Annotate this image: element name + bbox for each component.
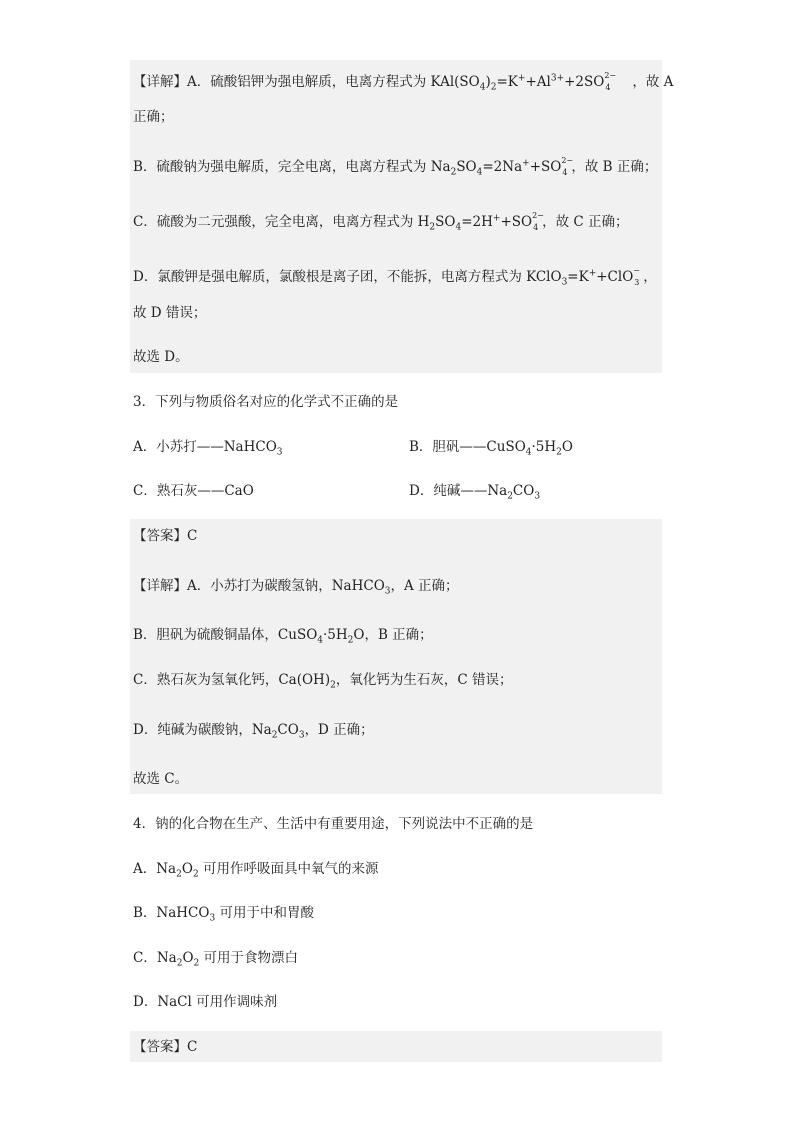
q3-explain-b: B．胆矾为硫酸铜晶体，$CuSO_4\cdot 5H_2O$，B 正确； — [133, 627, 433, 646]
q3-choose: 故选 C。 — [133, 771, 189, 787]
q3-option-c: C．熟石灰——CaO — [133, 483, 254, 499]
q2-explain-c: C．硫酸为二元强酸，完全电离，电离方程式为 $H_2SO_4=2H^++SO$ 2− 4 ，故 C 正确； — [133, 211, 629, 233]
q4-option-c: C．$Na_2O_2$ 可用于食物漂白 — [133, 950, 299, 969]
q2-explain-a-line1: 【详解】A．硫酸铝钾为强电解质，电离方程式为 $KAl(SO_4)_2=K^++Al^{3+}+2SO$ 2− 4 ，故 A — [133, 71, 674, 93]
q3-option-b: B．胆矾$——CuSO_4\cdot 5H_2O$ — [409, 439, 573, 458]
q2-explain-a-line2: 正确； — [133, 109, 174, 125]
q3-explanation-block — [130, 519, 662, 794]
q3-answer: 【答案】C — [133, 528, 198, 544]
q3-explain-a: 【详解】A．小苏打为碳酸氢钠，NaHCO$_3$，A 正确； — [133, 578, 459, 597]
q3-explain-d: D．纯碱为碳酸钠，$Na_2CO_3$，D 正确； — [133, 722, 374, 741]
q4-stem: 4．钠的化合物在生产、生活中有重要用途，下列说法中不正确的是 — [133, 816, 534, 832]
q2-explain-d-line1: D．氯酸钾是强电解质，氯酸根是离子团，不能拆，电离方程式为 KClO$_3$=K++ClO − 3 ， — [133, 266, 657, 288]
q4-option-b: B．NaHCO$_3$ 可用于中和胃酸 — [133, 905, 314, 924]
q3-stem: 3．下列与物质俗名对应的化学式不正确的是 — [133, 394, 399, 410]
q4-option-d: D．NaCl 可用作调味剂 — [133, 994, 278, 1010]
q2-choose: 故选 D。 — [133, 349, 189, 365]
q4-answer: 【答案】C — [133, 1039, 198, 1055]
q2-explain-b: B．硫酸钠为强电解质，完全电离，电离方程式为 $Na_2SO_4=2Na^++SO$ 2− 4 ，故 B 正确； — [133, 156, 658, 178]
q3-explain-c: C．熟石灰为氢氧化钙，$Ca(OH)_2$，氧化钙为生石灰，C 错误； — [133, 672, 513, 691]
q4-answer-block — [130, 1031, 662, 1062]
q3-option-d: D．纯碱$——Na_2CO_3$ — [409, 483, 541, 502]
q4-option-a: A．$Na_2O_2$ 可用作呼吸面具中氧气的来源 — [133, 861, 379, 880]
q3-option-a: A．小苏打——NaHCO$_3$ — [133, 439, 283, 458]
q2-explain-d-line2: 故 D 错误； — [133, 305, 207, 321]
